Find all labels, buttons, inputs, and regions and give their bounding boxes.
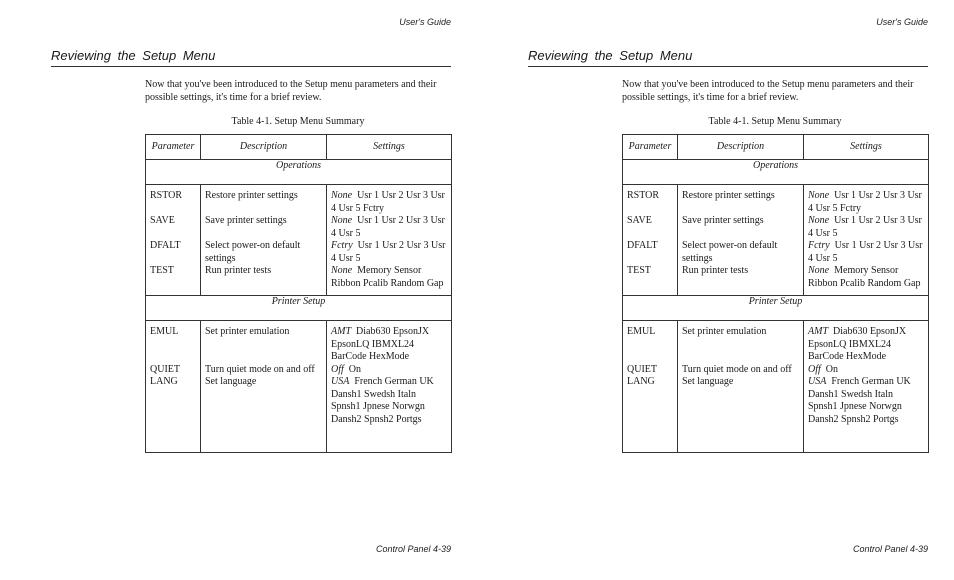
intro-paragraph: Now that you've been introduced to the Setup menu parameters and their possible settings, it's time for a brief review. (622, 79, 914, 103)
other-settings: Usr 1 Usr 2 Usr 3 Usr 4 Usr 5 Fctry (808, 190, 922, 214)
cell-settings (804, 240, 929, 265)
running-header: User's Guide (399, 17, 451, 27)
table-row (146, 215, 452, 240)
table-row (623, 321, 929, 364)
column-header-parameter: Parameter (146, 135, 201, 160)
cell-settings (327, 185, 452, 216)
cell-settings (804, 215, 929, 240)
other-settings: Memory Sensor Ribbon Pcalib Random Gap (331, 265, 444, 289)
cell-settings (804, 185, 929, 216)
cell-description: Set printer emulation (201, 321, 327, 364)
section-title: Reviewing the Setup Menu (528, 48, 928, 67)
default-setting: Fctry (331, 240, 353, 251)
default-setting: None (808, 265, 830, 276)
cell-parameter: TEST (146, 265, 201, 296)
cell-description: Set language (201, 376, 327, 426)
cell-parameter: EMUL (623, 321, 678, 364)
table-caption: Table 4-1. Setup Menu Summary (708, 116, 842, 127)
other-settings: Diab630 EpsonJX EpsonLQ IBMXL24 BarCode HexMode (331, 326, 430, 362)
section-title: Reviewing the Setup Menu (51, 48, 451, 67)
default-setting: Off (808, 363, 821, 375)
setup-menu-summary-table (145, 134, 452, 453)
cell-description: Restore printer settings (678, 185, 804, 216)
cell-parameter: QUIET (146, 364, 201, 377)
group-title: Printer Setup (623, 296, 929, 321)
table-row (146, 185, 452, 216)
running-footer: Control Panel 4-39 (375, 544, 451, 554)
cell-parameter: EMUL (146, 321, 201, 364)
table-row (146, 376, 452, 426)
group-title: Operations (146, 160, 452, 185)
default-setting: AMT (331, 326, 351, 337)
cell-description: Select power-on default settings (201, 240, 327, 265)
group-title: Printer Setup (146, 296, 452, 321)
cell-settings (804, 364, 929, 377)
default-setting: USA (808, 376, 827, 387)
column-header-settings: Settings (327, 135, 452, 160)
default-setting: AMT (808, 326, 828, 337)
group-row-operations (146, 160, 452, 185)
group-title: Operations (623, 160, 929, 185)
column-header-description: Description (678, 135, 804, 160)
table-row (623, 265, 929, 296)
table-row (146, 364, 452, 377)
table-caption: Table 4-1. Setup Menu Summary (231, 116, 365, 127)
cell-description: Save printer settings (201, 215, 327, 240)
table-row (623, 376, 929, 426)
cell-description: Set language (678, 376, 804, 426)
table-bottom-padding (623, 426, 929, 452)
cell-description: Select power-on default settings (678, 240, 804, 265)
column-header-description: Description (201, 135, 327, 160)
default-setting: None (331, 190, 353, 201)
running-header: User's Guide (876, 17, 928, 27)
other-settings: Usr 1 Usr 2 Usr 3 Usr 4 Usr 5 Fctry (331, 190, 445, 214)
other-settings: Diab630 EpsonJX EpsonLQ IBMXL24 BarCode HexMode (808, 326, 907, 362)
other-settings: Usr 1 Usr 2 Usr 3 Usr 4 Usr 5 (808, 215, 922, 239)
other-settings: On (825, 363, 839, 375)
table-row (146, 240, 452, 265)
cell-description: Set printer emulation (678, 321, 804, 364)
cell-parameter: LANG (623, 376, 678, 426)
cell-parameter: TEST (623, 265, 678, 296)
cell-parameter: DFALT (623, 240, 678, 265)
setup-menu-summary-table (622, 134, 929, 453)
table-row (623, 240, 929, 265)
other-settings: Usr 1 Usr 2 Usr 3 Usr 4 Usr 5 (331, 215, 445, 239)
table-header-row (146, 135, 452, 160)
cell-description: Save printer settings (678, 215, 804, 240)
column-header-settings: Settings (804, 135, 929, 160)
default-setting: None (331, 215, 353, 226)
cell-settings (804, 376, 929, 426)
cell-settings (327, 321, 452, 364)
other-settings: On (348, 363, 362, 375)
cell-description: Restore printer settings (201, 185, 327, 216)
running-footer: Control Panel 4-39 (852, 544, 928, 554)
cell-settings (327, 364, 452, 377)
cell-settings (804, 265, 929, 296)
other-settings: French German UK Dansh1 Swedsh Italn Spnsh1 Jpnese Norwgn Dansh2 Spnsh2 Portgs (808, 376, 911, 425)
intro-paragraph: Now that you've been introduced to the Setup menu parameters and their possible settings, it's time for a brief review. (145, 79, 437, 103)
cell-description: Turn quiet mode on and off (678, 364, 804, 377)
other-settings: Memory Sensor Ribbon Pcalib Random Gap (808, 265, 921, 289)
default-setting: None (331, 265, 353, 276)
cell-description: Run printer tests (678, 265, 804, 296)
default-setting: None (808, 190, 830, 201)
cell-parameter: LANG (146, 376, 201, 426)
default-setting: Fctry (808, 240, 830, 251)
table-header-row (623, 135, 929, 160)
group-row-printer-setup (146, 296, 452, 321)
other-settings: Usr 1 Usr 2 Usr 3 Usr 4 Usr 5 (808, 240, 923, 264)
other-settings: Usr 1 Usr 2 Usr 3 Usr 4 Usr 5 (331, 240, 446, 264)
cell-parameter: DFALT (146, 240, 201, 265)
table-row (623, 364, 929, 377)
cell-parameter: RSTOR (146, 185, 201, 216)
table-row (146, 265, 452, 296)
cell-settings (804, 321, 929, 364)
group-row-printer-setup (623, 296, 929, 321)
cell-description: Turn quiet mode on and off (201, 364, 327, 377)
default-setting: USA (331, 376, 350, 387)
table-row (623, 215, 929, 240)
default-setting: Off (331, 363, 344, 375)
cell-parameter: QUIET (623, 364, 678, 377)
cell-settings (327, 376, 452, 426)
default-setting: None (808, 215, 830, 226)
other-settings: French German UK Dansh1 Swedsh Italn Spnsh1 Jpnese Norwgn Dansh2 Spnsh2 Portgs (331, 376, 434, 425)
table-bottom-padding (146, 426, 452, 452)
cell-parameter: SAVE (623, 215, 678, 240)
cell-settings (327, 265, 452, 296)
table-row (146, 321, 452, 364)
cell-parameter: RSTOR (623, 185, 678, 216)
page-right (477, 0, 954, 580)
cell-settings (327, 215, 452, 240)
column-header-parameter: Parameter (623, 135, 678, 160)
table-row (623, 185, 929, 216)
cell-parameter: SAVE (146, 215, 201, 240)
group-row-operations (623, 160, 929, 185)
cell-description: Run printer tests (201, 265, 327, 296)
cell-settings (327, 240, 452, 265)
